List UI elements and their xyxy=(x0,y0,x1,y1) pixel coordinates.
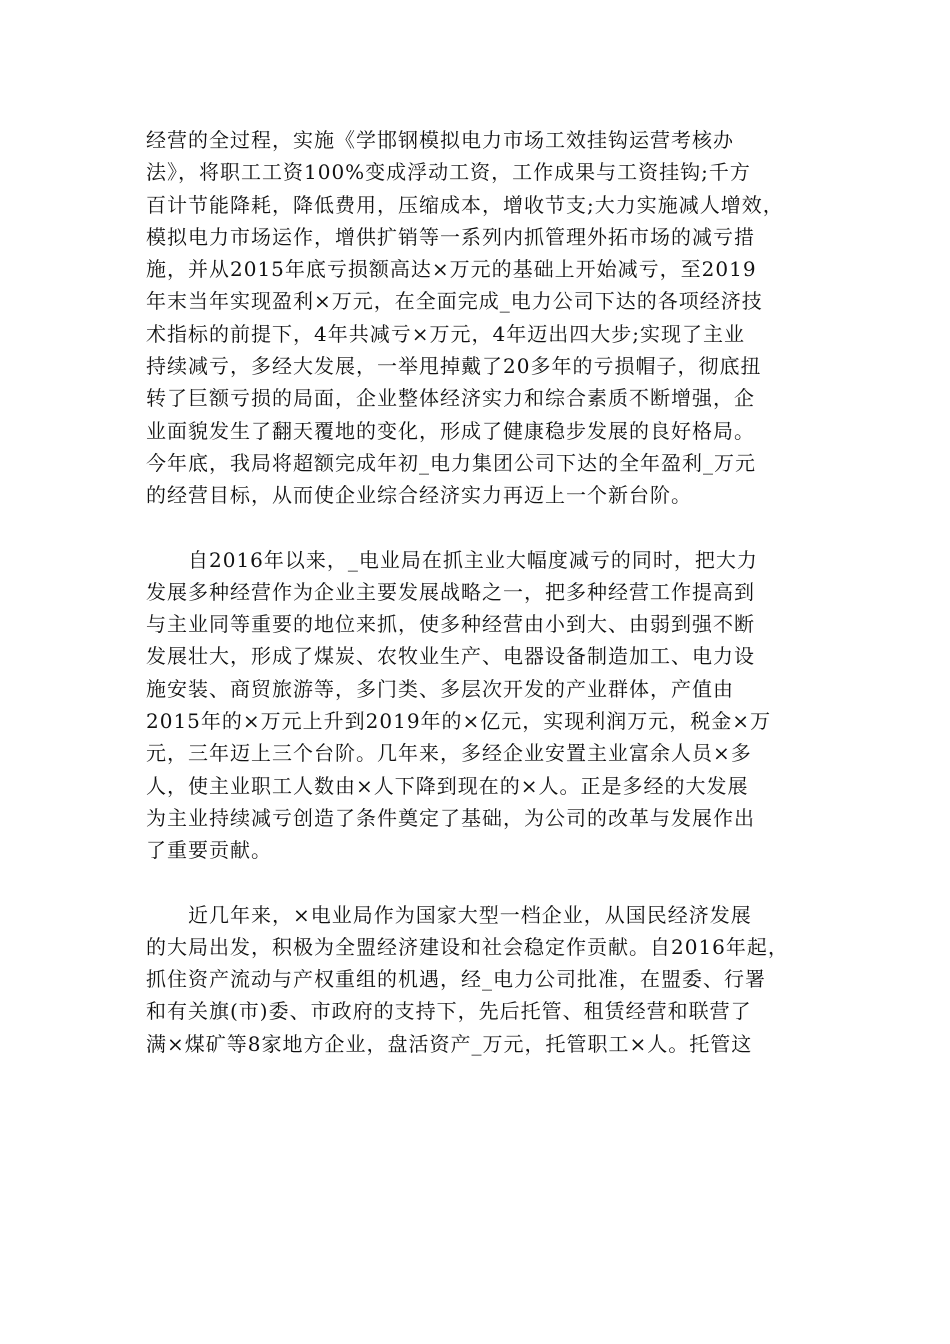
text-line: 的经营目标，从而使企业综合经济实力再迈上一个新台阶。 xyxy=(146,483,692,508)
text-line: 和有关旗(市)委、市政府的支持下，先后托管、租赁经营和联营了 xyxy=(146,999,752,1024)
text-line: 持续减亏，多经大发展，一举甩掉戴了20多年的亏损帽子，彻底扭 xyxy=(146,354,762,379)
text-line: 元，三年迈上三个台阶。几年来，多经企业安置主业富余人员×多 xyxy=(146,741,752,766)
text-line: 发展多种经营作为企业主要发展战略之一，把多种经营工作提高到 xyxy=(146,579,755,604)
text-line: 的大局出发，积极为全盟经济建设和社会稳定作贡献。自2016年起， xyxy=(146,934,789,959)
document-body xyxy=(146,124,806,1060)
text-line: 2015年的×万元上升到2019年的×亿元，实现利润万元，税金×万 xyxy=(146,709,772,734)
text-line: 发展壮大，形成了煤炭、农牧业生产、电器设备制造加工、电力设 xyxy=(146,644,755,669)
text-line: 百计节能降耗，降低费用，压缩成本，增收节支;大力实施减人增效， xyxy=(146,192,784,217)
text-line: 人，使主业职工人数由×人下降到现在的×人。正是多经的大发展 xyxy=(146,773,749,798)
text-line: 转了巨额亏损的局面，企业整体经济实力和综合素质不断增强，企 xyxy=(146,386,755,411)
text-line: 满×煤矿等8家地方企业，盘活资产_万元，托管职工×人。托管这 xyxy=(146,1031,753,1056)
text-line: 模拟电力市场运作，增供扩销等一系列内抓管理外拓市场的减亏措 xyxy=(146,224,755,249)
text-line: 了重要贡献。 xyxy=(146,838,272,863)
text-line: 术指标的前提下，4年共减亏×万元，4年迈出四大步;实现了主业 xyxy=(146,321,745,346)
text-line: 业面貌发生了翻天覆地的变化，形成了健康稳步发展的良好格局。 xyxy=(146,418,755,443)
text-line: 为主业持续减亏创造了条件奠定了基础，为公司的改革与发展作出 xyxy=(146,805,755,830)
text-line: 年末当年实现盈利×万元，在全面完成_电力公司下达的各项经济技 xyxy=(146,289,763,314)
text-line: 经营的全过程，实施《学邯钢模拟电力市场工效挂钩运营考核办 xyxy=(146,128,734,152)
text-line: 近几年来，×电业局作为国家大型一档企业，从国民经济发展 xyxy=(188,902,752,927)
text-line: 抓住资产流动与产权重组的机遇，经_电力公司批准，在盟委、行署 xyxy=(146,967,766,992)
text-line: 法》，将职工工资100%变成浮动工资，工作成果与工资挂钩;千方 xyxy=(146,160,751,185)
paragraph-1 xyxy=(146,124,806,512)
paragraph-2 xyxy=(146,544,806,867)
text-line: 与主业同等重要的地位来抓，使多种经营由小到大、由弱到强不断 xyxy=(146,612,755,637)
text-line: 施安装、商贸旅游等，多门类、多层次开发的产业群体，产值由 xyxy=(146,676,734,701)
text-line: 今年底，我局将超额完成年初_电力集团公司下达的全年盈利_万元 xyxy=(146,450,756,475)
text-line: 施，并从2015年底亏损额高达×万元的基础上开始减亏，至2019 xyxy=(146,257,757,282)
text-line: 自2016年以来，_电业局在抓主业大幅度减亏的同时，把大力 xyxy=(188,547,758,572)
paragraph-3 xyxy=(146,899,806,1060)
